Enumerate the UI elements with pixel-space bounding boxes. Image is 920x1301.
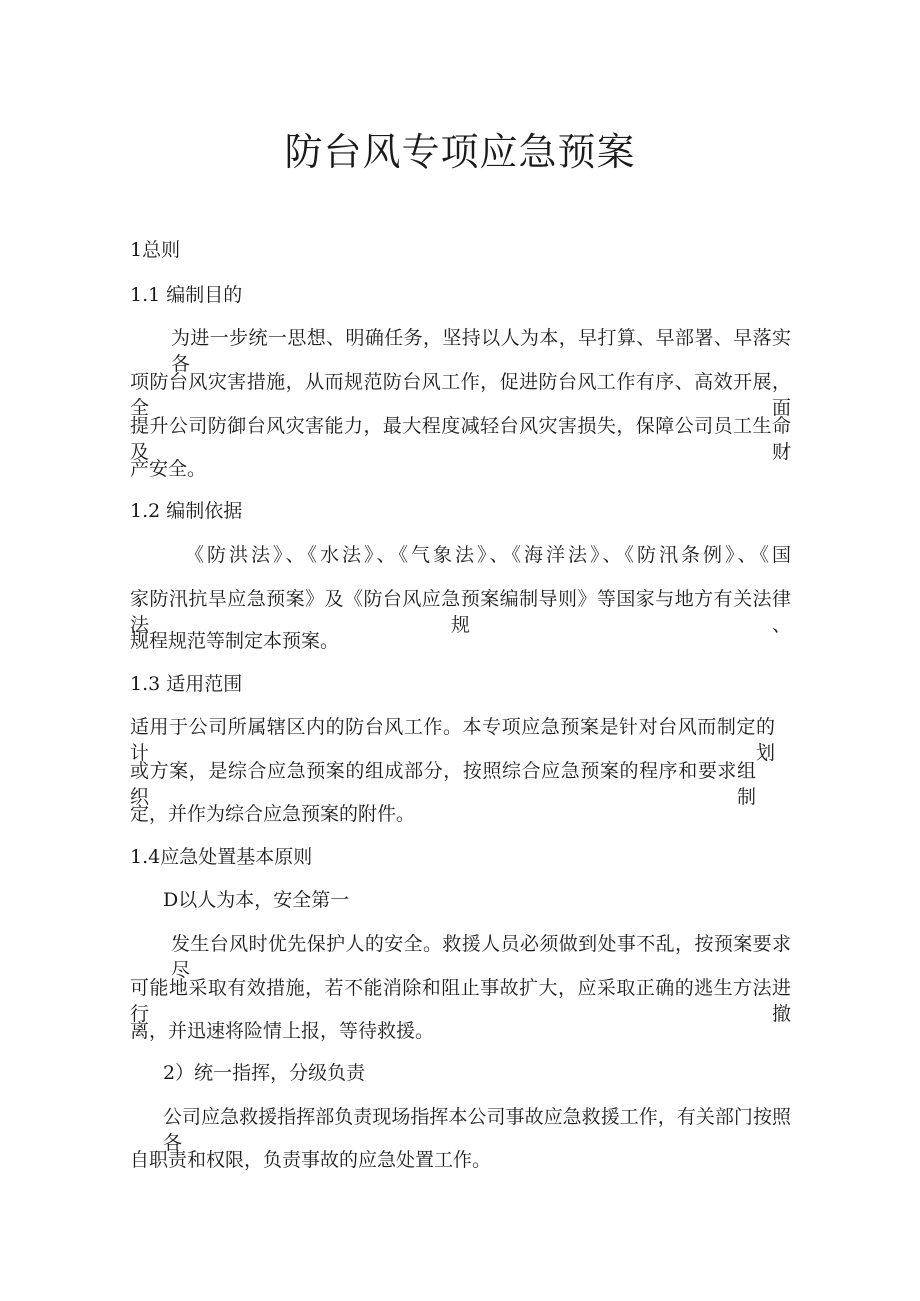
paragraph-line: 适用于公司所属辖区内的防台风工作。本专项应急预案是针对台风而制定的计划 — [130, 716, 775, 764]
principle-title-1: D以人为本，安全第一 — [163, 889, 350, 911]
paragraph-line: 规程规范等制定本预案。 — [130, 630, 340, 652]
paragraph-line: 发生台风时优先保护人的安全。救援人员必须做到处事不乱，按预案要求尽 — [171, 933, 791, 981]
paragraph-line: 《防洪法》、《水法》、《气象法》、《海洋法》、《防汛条例》、《国 — [185, 544, 791, 566]
subsection-heading-1-2: 1.2 编制依据 — [130, 500, 243, 522]
paragraph-line: 可能地采取有效措施，若不能消除和阻止事故扩大，应采取正确的逃生方法进行撤 — [130, 977, 791, 1025]
paragraph-line: 为进一步统一思想、明确任务，坚持以人为本，早打算、早部署、早落实各 — [171, 327, 791, 375]
principle-title-2: 2）统一指挥，分级负责 — [163, 1062, 366, 1084]
paragraph-line: 产安全。 — [130, 458, 207, 480]
paragraph-line: 或方案，是综合应急预案的组成部分，按照综合应急预案的程序和要求组织制 — [130, 760, 756, 808]
paragraph-line: 定，并作为综合应急预案的附件。 — [130, 803, 416, 825]
paragraph-line: 公司应急救援指挥部负责现场指挥本公司事故应急救援工作，有关部门按照各 — [163, 1106, 791, 1154]
page-title: 防台风专项应急预案 — [284, 130, 636, 174]
subsection-heading-1-1: 1.1 编制目的 — [130, 284, 243, 306]
paragraph-line: 离，并迅速将险情上报，等待救援。 — [130, 1020, 435, 1042]
paragraph-line: 项防台风灾害措施，从而规范防台风工作，促进防台风工作有序、高效开展，全面 — [130, 371, 791, 419]
subsection-heading-1-3: 1.3 适用范围 — [130, 673, 243, 695]
paragraph-line: 提升公司防御台风灾害能力，最大程度减轻台风灾害损失，保障公司员工生命及财 — [130, 415, 791, 463]
section-heading-1: 1总则 — [130, 239, 181, 261]
paragraph-line: 自职责和权限，负责事故的应急处置工作。 — [130, 1149, 492, 1171]
paragraph-line: 家防汛抗旱应急预案》及《防台风应急预案编制导则》等国家与地方有关法律法规、 — [130, 588, 791, 636]
subsection-heading-1-4: 1.4应急处置基本原则 — [130, 846, 313, 868]
